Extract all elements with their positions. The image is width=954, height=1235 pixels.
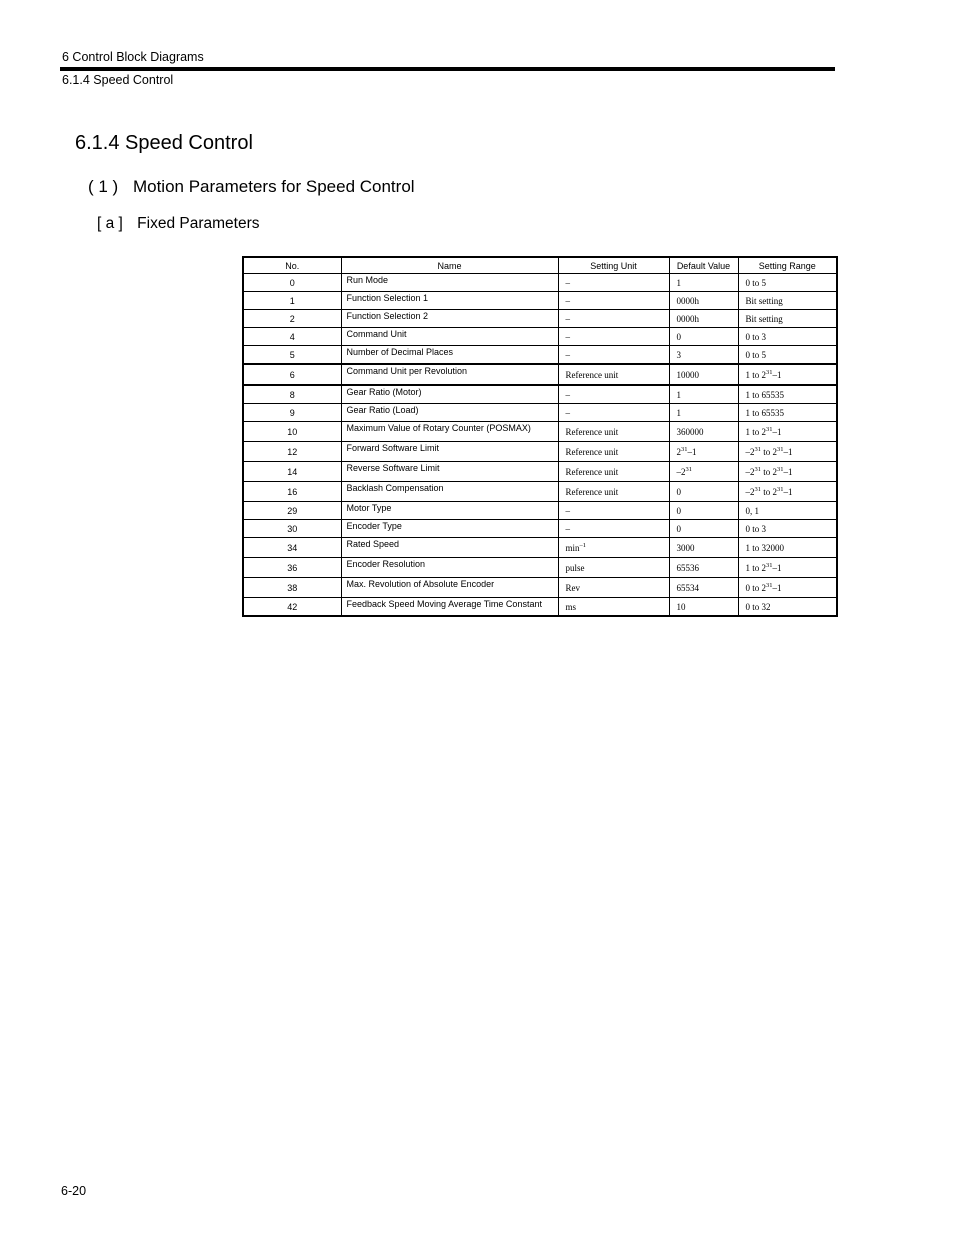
default-value: 0 — [669, 328, 738, 346]
param-number: 10 — [243, 422, 341, 442]
setting-range: 0 to 3 — [738, 520, 837, 538]
setting-unit: – — [558, 346, 669, 365]
header-rule — [60, 67, 835, 71]
setting-range: 0 to 32 — [738, 598, 837, 617]
param-name: Command Unit — [341, 328, 558, 346]
param-name: Forward Software Limit — [341, 442, 558, 462]
param-number: 12 — [243, 442, 341, 462]
param-name: Gear Ratio (Motor) — [341, 385, 558, 404]
param-name: Function Selection 1 — [341, 292, 558, 310]
running-header-section: 6.1.4 Speed Control — [62, 73, 174, 87]
subsection-number: ( 1 ) — [88, 177, 119, 196]
setting-unit: $\min^{-1}$ — [558, 538, 669, 558]
table-row — [243, 558, 837, 578]
param-name: Number of Decimal Places — [341, 346, 558, 365]
subsection-title: Motion Parameters for Speed Control — [132, 177, 415, 196]
default-value: $2^{31}-1$ — [669, 442, 738, 462]
table-row — [243, 520, 837, 538]
table-header-row — [243, 257, 837, 274]
setting-range: 1 to $2^{31}-1$ — [738, 558, 837, 578]
param-name: Reverse Software Limit — [341, 462, 558, 482]
param-number: 5 — [243, 346, 341, 365]
setting-unit: pulse — [558, 558, 669, 578]
column-header: Default Value — [669, 257, 738, 274]
setting-range: 1 to 65535 — [738, 385, 837, 404]
setting-unit: Reference unit — [558, 462, 669, 482]
table-body — [243, 274, 837, 617]
param-name: Run Mode — [341, 274, 558, 292]
param-number: 14 — [243, 462, 341, 482]
default-value: 1 — [669, 404, 738, 422]
default-value: 360000 — [669, 422, 738, 442]
table-row — [243, 482, 837, 502]
fixed-parameters-table — [242, 256, 838, 617]
column-header: No. — [243, 257, 341, 274]
setting-range: Bit setting — [738, 310, 837, 328]
param-name: Rated Speed — [341, 538, 558, 558]
table-row — [243, 598, 837, 617]
column-header: Setting Range — [738, 257, 837, 274]
param-name: Function Selection 2 — [341, 310, 558, 328]
default-value: 0 — [669, 520, 738, 538]
setting-unit: – — [558, 292, 669, 310]
setting-range: 0 to 3 — [738, 328, 837, 346]
table-row — [243, 328, 837, 346]
setting-unit: – — [558, 404, 669, 422]
default-value: 0000h — [669, 310, 738, 328]
table-row — [243, 422, 837, 442]
setting-range: $-2^{31}$ to $2^{31}-1$ — [738, 482, 837, 502]
table-row — [243, 502, 837, 520]
param-number: 29 — [243, 502, 341, 520]
param-number: 34 — [243, 538, 341, 558]
param-name: Backlash Compensation — [341, 482, 558, 502]
column-header: Setting Unit — [558, 257, 669, 274]
table-row — [243, 404, 837, 422]
setting-unit: Reference unit — [558, 442, 669, 462]
setting-unit: – — [558, 385, 669, 404]
table-row — [243, 442, 837, 462]
subsubsection-heading — [97, 215, 260, 233]
setting-unit: Reference unit — [558, 482, 669, 502]
param-number: 36 — [243, 558, 341, 578]
setting-unit: – — [558, 502, 669, 520]
setting-range: $-2^{31}$ to $2^{31}-1$ — [738, 442, 837, 462]
param-number: 42 — [243, 598, 341, 617]
param-number: 9 — [243, 404, 341, 422]
setting-range: Bit setting — [738, 292, 837, 310]
setting-range: 0 to 5 — [738, 274, 837, 292]
table-row — [243, 292, 837, 310]
default-value: 1 — [669, 385, 738, 404]
default-value: 1 — [669, 274, 738, 292]
setting-range: 1 to 32000 — [738, 538, 837, 558]
table-row — [243, 578, 837, 598]
setting-unit: – — [558, 310, 669, 328]
subsection-heading — [88, 177, 415, 197]
param-number: 2 — [243, 310, 341, 328]
default-value: 0 — [669, 502, 738, 520]
param-number: 4 — [243, 328, 341, 346]
setting-range: 1 to 65535 — [738, 404, 837, 422]
setting-unit: Rev — [558, 578, 669, 598]
table-row — [243, 538, 837, 558]
setting-range: 1 to $2^{31}-1$ — [738, 422, 837, 442]
setting-unit: – — [558, 328, 669, 346]
subsubsection-number: [ a ] — [97, 215, 123, 232]
default-value: 0000h — [669, 292, 738, 310]
param-name: Maximum Value of Rotary Counter (POSMAX) — [341, 422, 558, 442]
setting-unit: – — [558, 274, 669, 292]
param-number: 8 — [243, 385, 341, 404]
running-header-chapter: 6 Control Block Diagrams — [62, 50, 204, 64]
default-value: 65536 — [669, 558, 738, 578]
table-row — [243, 274, 837, 292]
default-value: 0 — [669, 482, 738, 502]
param-name: Encoder Resolution — [341, 558, 558, 578]
param-number: 38 — [243, 578, 341, 598]
table-row — [243, 462, 837, 482]
setting-range: 0 to $2^{31}-1$ — [738, 578, 837, 598]
setting-range: 1 to $2^{31}-1$ — [738, 364, 837, 385]
subsubsection-title: Fixed Parameters — [137, 215, 260, 232]
table-row — [243, 385, 837, 404]
param-number: 6 — [243, 364, 341, 385]
param-name: Encoder Type — [341, 520, 558, 538]
setting-range: 0 to 5 — [738, 346, 837, 365]
default-value: 10 — [669, 598, 738, 617]
param-name: Max. Revolution of Absolute Encoder — [341, 578, 558, 598]
param-name: Motor Type — [341, 502, 558, 520]
setting-unit: Reference unit — [558, 364, 669, 385]
section-heading: 6.1.4 Speed Control — [75, 132, 253, 154]
default-value: $-2^{31}$ — [669, 462, 738, 482]
table-row — [243, 346, 837, 365]
default-value: 65534 — [669, 578, 738, 598]
setting-unit: – — [558, 520, 669, 538]
column-header: Name — [341, 257, 558, 274]
param-number: 16 — [243, 482, 341, 502]
default-value: 10000 — [669, 364, 738, 385]
setting-range: 0, 1 — [738, 502, 837, 520]
table-row — [243, 310, 837, 328]
param-name: Command Unit per Revolution — [341, 364, 558, 385]
table-row — [243, 364, 837, 385]
page-number: 6-20 — [61, 1184, 87, 1198]
setting-unit: ms — [558, 598, 669, 617]
param-number: 30 — [243, 520, 341, 538]
param-number: 1 — [243, 292, 341, 310]
param-number: 0 — [243, 274, 341, 292]
param-name: Feedback Speed Moving Average Time Constant — [341, 598, 558, 617]
default-value: 3000 — [669, 538, 738, 558]
default-value: 3 — [669, 346, 738, 365]
setting-range: $-2^{31}$ to $2^{31}-1$ — [738, 462, 837, 482]
param-name: Gear Ratio (Load) — [341, 404, 558, 422]
setting-unit: Reference unit — [558, 422, 669, 442]
